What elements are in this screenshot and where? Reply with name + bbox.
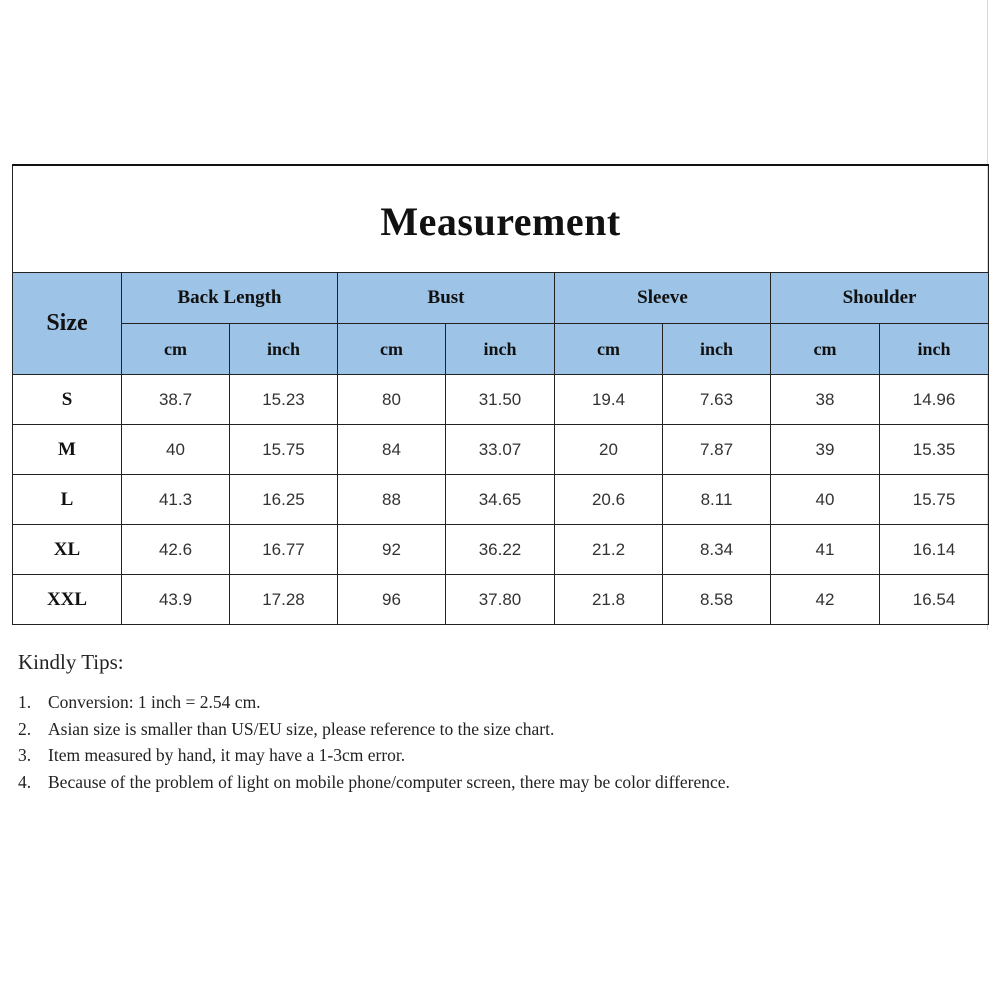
- unit-header: cm: [338, 324, 446, 375]
- tip-number: 2.: [18, 718, 32, 739]
- table-cell: 15.23: [230, 375, 338, 425]
- table-cell: 19.4: [555, 375, 663, 425]
- tip-text: Item measured by hand, it may have a 1-3cm error.: [48, 745, 406, 765]
- unit-header: inch: [663, 324, 771, 375]
- tip-item: [18, 769, 758, 796]
- table-cell: 15.75: [230, 425, 338, 475]
- table-cell: 38.7: [122, 375, 230, 425]
- table-cell: 15.75: [880, 475, 989, 525]
- table-cell: 33.07: [446, 425, 555, 475]
- table-cell: 15.35: [880, 425, 989, 475]
- unit-header: inch: [230, 324, 338, 375]
- table-cell: 17.28: [230, 575, 338, 625]
- table-cell: 42: [771, 575, 880, 625]
- table-title: Measurement: [13, 165, 989, 273]
- title-row: [13, 165, 989, 273]
- tip-item: [18, 689, 758, 716]
- table-cell: 39: [771, 425, 880, 475]
- tips-list: [18, 689, 758, 795]
- table-row: [13, 425, 989, 475]
- header-bust: Bust: [338, 273, 555, 324]
- table-cell: 40: [771, 475, 880, 525]
- kindly-tips-section: [18, 650, 758, 795]
- table-cell: 21.2: [555, 525, 663, 575]
- table-cell: 31.50: [446, 375, 555, 425]
- size-label: XXL: [13, 575, 122, 625]
- table-cell: 96: [338, 575, 446, 625]
- tip-text: Asian size is smaller than US/EU size, please reference to the size chart.: [48, 718, 555, 739]
- table-cell: 8.58: [663, 575, 771, 625]
- tip-item: [18, 742, 758, 769]
- table-cell: 20.6: [555, 475, 663, 525]
- header-back-length: Back Length: [122, 273, 338, 324]
- table-cell: 16.25: [230, 475, 338, 525]
- tip-text: Conversion: 1 inch = 2.54 cm.: [48, 692, 261, 712]
- table-cell: 42.6: [122, 525, 230, 575]
- size-label: S: [13, 375, 122, 425]
- table-row: [13, 375, 989, 425]
- table-row: [13, 575, 989, 625]
- unit-header-row: [13, 324, 989, 375]
- tip-text: Because of the problem of light on mobile phone/computer screen, there may be color difference.: [48, 771, 730, 792]
- table-cell: 38: [771, 375, 880, 425]
- header-sleeve: Sleeve: [555, 273, 771, 324]
- tip-item: [18, 716, 758, 743]
- unit-header: cm: [555, 324, 663, 375]
- table-cell: 40: [122, 425, 230, 475]
- group-header-row: [13, 273, 989, 324]
- table-cell: 41: [771, 525, 880, 575]
- size-label: L: [13, 475, 122, 525]
- table-cell: 41.3: [122, 475, 230, 525]
- table-cell: 36.22: [446, 525, 555, 575]
- table-cell: 80: [338, 375, 446, 425]
- size-label: M: [13, 425, 122, 475]
- table-row: [13, 475, 989, 525]
- table-cell: 16.77: [230, 525, 338, 575]
- size-label: XL: [13, 525, 122, 575]
- table-cell: 8.34: [663, 525, 771, 575]
- tip-number: 3.: [18, 745, 32, 765]
- table-cell: 20: [555, 425, 663, 475]
- table-cell: 88: [338, 475, 446, 525]
- table-cell: 8.11: [663, 475, 771, 525]
- unit-header: cm: [771, 324, 880, 375]
- unit-header: inch: [880, 324, 989, 375]
- size-chart-table: [12, 164, 989, 625]
- header-shoulder: Shoulder: [771, 273, 989, 324]
- table-cell: 84: [338, 425, 446, 475]
- table-cell: 7.63: [663, 375, 771, 425]
- table-cell: 92: [338, 525, 446, 575]
- table-cell: 43.9: [122, 575, 230, 625]
- table-cell: 34.65: [446, 475, 555, 525]
- table-cell: 7.87: [663, 425, 771, 475]
- unit-header: cm: [122, 324, 230, 375]
- tip-number: 1.: [18, 692, 32, 712]
- tip-number: 4.: [18, 771, 32, 792]
- tips-title: Kindly Tips:: [18, 650, 124, 674]
- table-cell: 37.80: [446, 575, 555, 625]
- table-cell: 21.8: [555, 575, 663, 625]
- table-cell: 16.54: [880, 575, 989, 625]
- table-row: [13, 525, 989, 575]
- table-cell: 14.96: [880, 375, 989, 425]
- size-column-header: Size: [13, 273, 122, 375]
- unit-header: inch: [446, 324, 555, 375]
- table-cell: 16.14: [880, 525, 989, 575]
